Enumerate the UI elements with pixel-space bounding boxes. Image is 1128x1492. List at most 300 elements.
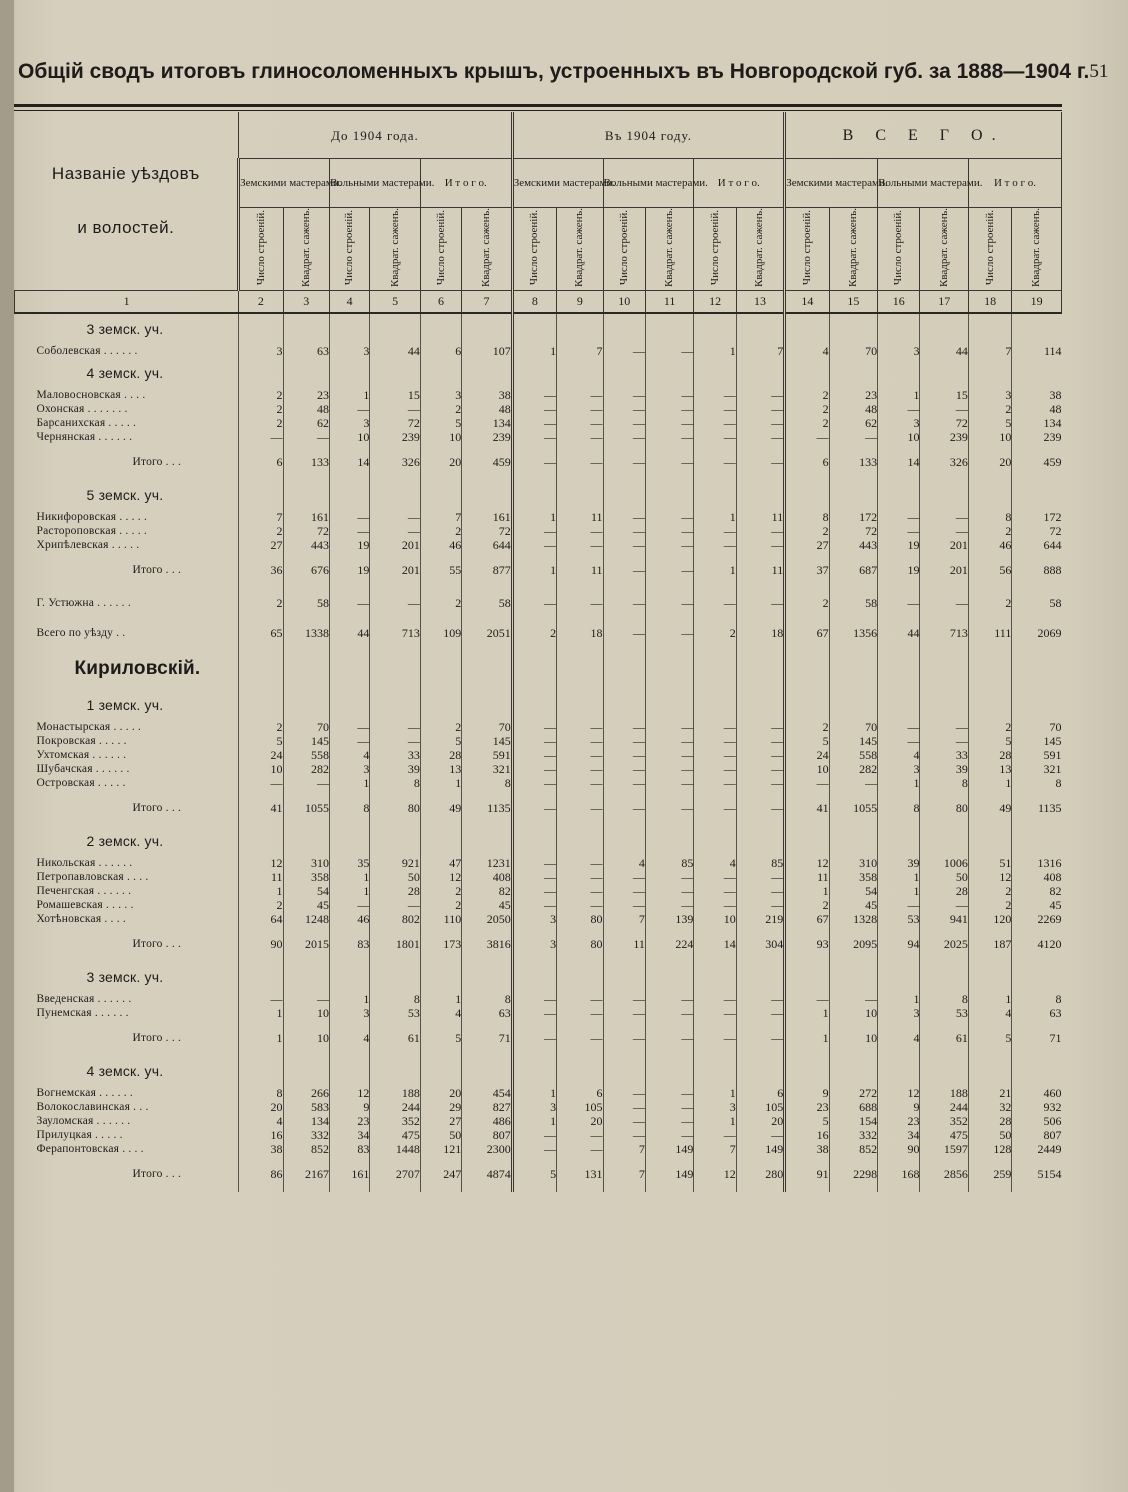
column-header bbox=[283, 208, 329, 291]
table-cell bbox=[283, 648, 329, 690]
row-label: 2 земск. уч. bbox=[86, 833, 164, 850]
table-cell bbox=[329, 480, 369, 510]
table-cell: — bbox=[603, 524, 645, 538]
table-cell: 4120 bbox=[1012, 926, 1062, 962]
table-cell bbox=[603, 358, 645, 388]
table-cell: 7 bbox=[694, 1142, 736, 1156]
table-cell bbox=[920, 313, 968, 344]
table-cell: 45 bbox=[283, 898, 329, 912]
table-cell bbox=[785, 313, 829, 344]
table-cell bbox=[370, 358, 420, 388]
table-cell: 11 bbox=[736, 552, 784, 588]
table-cell: 11 bbox=[557, 552, 603, 588]
table-cell: — bbox=[557, 992, 603, 1006]
table-cell: — bbox=[878, 510, 920, 524]
page-header bbox=[18, 50, 1109, 94]
table-cell: — bbox=[920, 524, 968, 538]
table-cell: — bbox=[736, 430, 784, 444]
table-cell: 1 bbox=[239, 1006, 283, 1020]
table-row bbox=[15, 430, 1062, 444]
table-cell: 2 bbox=[968, 588, 1011, 618]
table-cell: 28 bbox=[370, 884, 420, 898]
table-cell bbox=[329, 648, 369, 690]
column-header-text: Квадрат. саженъ. bbox=[663, 208, 676, 288]
column-header-text: Квадрат. саженъ. bbox=[479, 208, 492, 288]
table-cell: 53 bbox=[878, 912, 920, 926]
table-cell: 459 bbox=[462, 444, 512, 480]
table-cell: 161 bbox=[283, 510, 329, 524]
table-cell: 94 bbox=[878, 926, 920, 962]
table-cell: 807 bbox=[1012, 1128, 1062, 1142]
table-cell bbox=[370, 648, 420, 690]
table-cell: 12 bbox=[329, 1086, 369, 1100]
table-cell: 6 bbox=[736, 1086, 784, 1100]
table-cell bbox=[878, 690, 920, 720]
table-cell: 50 bbox=[420, 1128, 461, 1142]
table-cell bbox=[462, 690, 512, 720]
row-label: Хотѣновская . . . . bbox=[36, 913, 126, 926]
table-cell: 1 bbox=[329, 884, 369, 898]
table-cell bbox=[329, 358, 369, 388]
table-cell: 54 bbox=[829, 884, 877, 898]
table-cell: 45 bbox=[829, 898, 877, 912]
table-cell: 321 bbox=[1012, 762, 1062, 776]
page-number: 51 bbox=[1089, 61, 1109, 82]
table-cell: — bbox=[603, 444, 645, 480]
table-cell: — bbox=[878, 402, 920, 416]
table-cell: 5 bbox=[420, 734, 461, 748]
table-cell bbox=[1012, 648, 1062, 690]
table-cell: 53 bbox=[920, 1006, 968, 1020]
table-cell: 1448 bbox=[370, 1142, 420, 1156]
table-cell: — bbox=[603, 430, 645, 444]
table-row bbox=[15, 538, 1062, 552]
table-cell: — bbox=[329, 720, 369, 734]
table-cell: — bbox=[329, 734, 369, 748]
table-cell bbox=[283, 826, 329, 856]
table-cell: 3 bbox=[329, 1006, 369, 1020]
table-cell: — bbox=[694, 748, 736, 762]
table-cell: 105 bbox=[736, 1100, 784, 1114]
table-cell: — bbox=[736, 734, 784, 748]
table-cell bbox=[694, 313, 736, 344]
table-row bbox=[15, 762, 1062, 776]
table-cell bbox=[603, 313, 645, 344]
table-cell: 326 bbox=[370, 444, 420, 480]
row-label: Печенгская . . . . . . bbox=[36, 885, 132, 898]
table-cell: 1 bbox=[694, 344, 736, 358]
table-cell: 1 bbox=[878, 884, 920, 898]
table-cell: — bbox=[512, 444, 556, 480]
table-cell: 326 bbox=[920, 444, 968, 480]
table-cell: — bbox=[645, 884, 693, 898]
table-cell: 16 bbox=[785, 1128, 829, 1142]
table-cell: 5154 bbox=[1012, 1156, 1062, 1192]
table-cell: 1135 bbox=[1012, 790, 1062, 826]
table-cell: — bbox=[557, 776, 603, 790]
table-cell bbox=[462, 648, 512, 690]
table-cell: — bbox=[603, 538, 645, 552]
table-cell bbox=[557, 962, 603, 992]
table-cell: — bbox=[557, 430, 603, 444]
table-cell: 1135 bbox=[462, 790, 512, 826]
table-cell: 8 bbox=[462, 776, 512, 790]
table-cell: — bbox=[920, 402, 968, 416]
table-cell: 5 bbox=[785, 734, 829, 748]
table-cell: 201 bbox=[920, 552, 968, 588]
table-cell: 1 bbox=[694, 1114, 736, 1128]
table-cell: 454 bbox=[462, 1086, 512, 1100]
table-cell bbox=[920, 480, 968, 510]
table-row bbox=[15, 1086, 1062, 1100]
row-label: Итого . . . bbox=[132, 456, 182, 469]
table-cell: 8 bbox=[370, 992, 420, 1006]
table-cell: 4 bbox=[329, 1020, 369, 1056]
table-cell: 2025 bbox=[920, 926, 968, 962]
table-cell: 149 bbox=[645, 1142, 693, 1156]
table-cell: 1 bbox=[512, 510, 556, 524]
table-cell: 18 bbox=[736, 618, 784, 648]
column-header bbox=[920, 208, 968, 291]
table-cell: — bbox=[920, 588, 968, 618]
table-cell: — bbox=[329, 510, 369, 524]
table-cell: 244 bbox=[920, 1100, 968, 1114]
column-header-text: Число строеній. bbox=[892, 209, 905, 286]
table-cell bbox=[968, 826, 1011, 856]
table-cell: — bbox=[239, 776, 283, 790]
table-cell: — bbox=[603, 776, 645, 790]
table-cell: 111 bbox=[968, 618, 1011, 648]
table-cell: — bbox=[736, 776, 784, 790]
table-cell: — bbox=[694, 524, 736, 538]
table-cell: 50 bbox=[968, 1128, 1011, 1142]
table-cell: 8 bbox=[329, 790, 369, 826]
table-cell bbox=[329, 313, 369, 344]
table-cell: 2 bbox=[239, 588, 283, 618]
table-cell: 2 bbox=[512, 618, 556, 648]
name-header-line1: Названіе уѣздовъ bbox=[51, 164, 200, 183]
table-cell: 201 bbox=[920, 538, 968, 552]
table-cell: — bbox=[736, 748, 784, 762]
table-cell: 4 bbox=[968, 1006, 1011, 1020]
table-cell: 1055 bbox=[829, 790, 877, 826]
table-cell: — bbox=[645, 1100, 693, 1114]
table-cell: — bbox=[329, 588, 369, 618]
table-cell: 131 bbox=[557, 1156, 603, 1192]
table-cell: 72 bbox=[370, 416, 420, 430]
summary-row bbox=[15, 618, 1062, 648]
table-cell: 53 bbox=[370, 1006, 420, 1020]
table-cell: 2449 bbox=[1012, 1142, 1062, 1156]
subtotal-row bbox=[15, 444, 1062, 480]
table-cell bbox=[557, 358, 603, 388]
table-cell: 8 bbox=[920, 776, 968, 790]
table-cell: 3 bbox=[878, 344, 920, 358]
table-cell bbox=[329, 962, 369, 992]
table-cell: 36 bbox=[239, 552, 283, 588]
row-label: Прилуцкая . . . . . bbox=[36, 1129, 123, 1142]
table-row bbox=[15, 748, 1062, 762]
table-cell: 28 bbox=[920, 884, 968, 898]
column-number: 14 bbox=[785, 291, 829, 314]
table-cell: — bbox=[557, 1142, 603, 1156]
table-cell: 5 bbox=[968, 1020, 1011, 1056]
table-row bbox=[15, 510, 1062, 524]
table-cell: 827 bbox=[462, 1100, 512, 1114]
table-cell: — bbox=[736, 898, 784, 912]
row-label: Охонская . . . . . . . bbox=[36, 403, 128, 416]
table-cell: — bbox=[512, 884, 556, 898]
table-cell: 38 bbox=[462, 388, 512, 402]
table-cell: 62 bbox=[829, 416, 877, 430]
table-cell: — bbox=[736, 1006, 784, 1020]
table-cell: 460 bbox=[1012, 1086, 1062, 1100]
table-cell: 38 bbox=[1012, 388, 1062, 402]
table-cell: — bbox=[694, 588, 736, 618]
table-cell bbox=[603, 648, 645, 690]
table-cell bbox=[920, 962, 968, 992]
table-cell: 80 bbox=[557, 912, 603, 926]
table-cell: 1338 bbox=[283, 618, 329, 648]
table-cell bbox=[239, 313, 283, 344]
table-cell: 70 bbox=[829, 344, 877, 358]
table-cell: 2 bbox=[239, 898, 283, 912]
table-cell: 28 bbox=[420, 748, 461, 762]
table-cell: 310 bbox=[283, 856, 329, 870]
table-cell: — bbox=[920, 720, 968, 734]
column-header bbox=[736, 208, 784, 291]
table-cell: — bbox=[736, 416, 784, 430]
table-cell: 20 bbox=[968, 444, 1011, 480]
table-cell: 47 bbox=[420, 856, 461, 870]
table-cell: 475 bbox=[920, 1128, 968, 1142]
table-cell: 13 bbox=[420, 762, 461, 776]
table-cell: 4874 bbox=[462, 1156, 512, 1192]
table-cell: 20 bbox=[239, 1100, 283, 1114]
subgroup-header: И т о г о. bbox=[968, 159, 1061, 208]
table-cell: 591 bbox=[462, 748, 512, 762]
table-cell: — bbox=[603, 870, 645, 884]
table-cell: 27 bbox=[239, 538, 283, 552]
table-cell: 2 bbox=[785, 720, 829, 734]
table-cell: 1 bbox=[329, 992, 369, 1006]
row-label: Растороповская . . . . . bbox=[36, 525, 147, 538]
table-cell: 16 bbox=[239, 1128, 283, 1142]
table-cell: 10 bbox=[829, 1006, 877, 1020]
table-cell: 44 bbox=[920, 344, 968, 358]
table-cell: — bbox=[512, 588, 556, 618]
subgroup-header: Земскими мастерами. bbox=[239, 159, 330, 208]
subtotal-row bbox=[15, 790, 1062, 826]
table-cell: 45 bbox=[462, 898, 512, 912]
table-row bbox=[15, 884, 1062, 898]
table-cell: 7 bbox=[603, 1156, 645, 1192]
table-cell: 63 bbox=[1012, 1006, 1062, 1020]
table-cell: — bbox=[645, 776, 693, 790]
table-cell: 1006 bbox=[920, 856, 968, 870]
table-cell: 80 bbox=[370, 790, 420, 826]
row-label: 4 земск. уч. bbox=[86, 1063, 164, 1080]
table-cell: 2 bbox=[785, 898, 829, 912]
table-cell: — bbox=[736, 1020, 784, 1056]
table-cell: 3 bbox=[878, 1006, 920, 1020]
table-cell: 12 bbox=[878, 1086, 920, 1100]
table-cell: 244 bbox=[370, 1100, 420, 1114]
table-cell: 1 bbox=[694, 1086, 736, 1100]
section-heading-row bbox=[15, 690, 1062, 720]
table-cell: 2 bbox=[968, 898, 1011, 912]
table-cell: 558 bbox=[283, 748, 329, 762]
table-cell: — bbox=[239, 992, 283, 1006]
table-cell: — bbox=[694, 1020, 736, 1056]
column-header-text: Квадрат. саженъ. bbox=[1030, 208, 1043, 288]
table-cell: — bbox=[329, 898, 369, 912]
table-cell bbox=[420, 480, 461, 510]
table-cell: 2 bbox=[420, 524, 461, 538]
table-cell: 358 bbox=[829, 870, 877, 884]
table-cell: 121 bbox=[420, 1142, 461, 1156]
table-cell: — bbox=[645, 1006, 693, 1020]
table-cell: 1 bbox=[694, 552, 736, 588]
table-cell bbox=[829, 690, 877, 720]
table-cell bbox=[785, 648, 829, 690]
table-cell: 134 bbox=[462, 416, 512, 430]
table-body bbox=[15, 313, 1062, 1192]
table-cell: 23 bbox=[878, 1114, 920, 1128]
table-cell: 23 bbox=[785, 1100, 829, 1114]
section-heading-row bbox=[15, 358, 1062, 388]
table-cell: — bbox=[603, 1020, 645, 1056]
table-cell: — bbox=[603, 790, 645, 826]
table-cell: — bbox=[603, 552, 645, 588]
table-cell: 4 bbox=[329, 748, 369, 762]
table-cell: — bbox=[829, 992, 877, 1006]
table-cell: — bbox=[557, 1128, 603, 1142]
column-header-text: Квадрат. саженъ. bbox=[846, 208, 859, 288]
table-cell: 107 bbox=[462, 344, 512, 358]
table-cell: 1316 bbox=[1012, 856, 1062, 870]
table-cell: — bbox=[645, 388, 693, 402]
table-cell: 7 bbox=[968, 344, 1011, 358]
table-cell: 44 bbox=[329, 618, 369, 648]
table-cell: 29 bbox=[420, 1100, 461, 1114]
table-cell bbox=[736, 1056, 784, 1086]
table-cell: — bbox=[512, 524, 556, 538]
column-header-text: Квадрат. саженъ. bbox=[388, 208, 401, 288]
table-cell: 408 bbox=[1012, 870, 1062, 884]
table-cell: 48 bbox=[829, 402, 877, 416]
column-number: 12 bbox=[694, 291, 736, 314]
table-cell bbox=[1012, 962, 1062, 992]
table-cell: — bbox=[736, 444, 784, 480]
row-label: Ухтомская . . . . . . bbox=[36, 749, 127, 762]
table-cell: — bbox=[694, 898, 736, 912]
table-cell: 168 bbox=[878, 1156, 920, 1192]
table-cell: — bbox=[694, 388, 736, 402]
table-cell: 2269 bbox=[1012, 912, 1062, 926]
table-cell bbox=[239, 1056, 283, 1086]
table-cell: 9 bbox=[878, 1100, 920, 1114]
table-cell: — bbox=[603, 588, 645, 618]
table-cell: — bbox=[512, 538, 556, 552]
table-cell: — bbox=[694, 762, 736, 776]
table-cell: — bbox=[603, 1128, 645, 1142]
table-cell: — bbox=[329, 402, 369, 416]
table-cell: 239 bbox=[370, 430, 420, 444]
table-cell bbox=[645, 313, 693, 344]
table-cell: — bbox=[557, 884, 603, 898]
table-cell: — bbox=[557, 1020, 603, 1056]
table-cell: — bbox=[512, 1020, 556, 1056]
table-cell bbox=[645, 648, 693, 690]
table-cell: 50 bbox=[920, 870, 968, 884]
table-cell: 11 bbox=[603, 926, 645, 962]
table-cell: 201 bbox=[370, 538, 420, 552]
table-cell: 8 bbox=[968, 510, 1011, 524]
table-cell: 9 bbox=[329, 1100, 369, 1114]
table-cell: 70 bbox=[462, 720, 512, 734]
table-cell bbox=[512, 480, 556, 510]
table-cell: 2069 bbox=[1012, 618, 1062, 648]
table-cell: 70 bbox=[283, 720, 329, 734]
table-cell bbox=[645, 826, 693, 856]
table-cell: 2 bbox=[785, 416, 829, 430]
row-label: Итого . . . bbox=[132, 1168, 182, 1181]
table-cell bbox=[829, 358, 877, 388]
table-cell: 149 bbox=[645, 1156, 693, 1192]
name-column-header bbox=[15, 112, 239, 291]
row-label: 5 земск. уч. bbox=[86, 487, 164, 504]
column-header-text: Квадрат. саженъ. bbox=[573, 208, 586, 288]
table-cell: — bbox=[557, 538, 603, 552]
table-cell: 8 bbox=[785, 510, 829, 524]
table-cell: — bbox=[512, 402, 556, 416]
table-cell bbox=[694, 1056, 736, 1086]
table-cell: — bbox=[736, 762, 784, 776]
table-cell: — bbox=[512, 1142, 556, 1156]
table-cell bbox=[736, 648, 784, 690]
table-cell: 7 bbox=[420, 510, 461, 524]
table-cell: 20 bbox=[557, 1114, 603, 1128]
subgroup-header: Земскими мастерами. bbox=[785, 159, 878, 208]
column-header bbox=[878, 208, 920, 291]
table-cell: 10 bbox=[878, 430, 920, 444]
table-cell: 8 bbox=[920, 992, 968, 1006]
table-cell: 3816 bbox=[462, 926, 512, 962]
table-cell: — bbox=[603, 344, 645, 358]
column-number: 7 bbox=[462, 291, 512, 314]
table-cell: 145 bbox=[1012, 734, 1062, 748]
table-cell: 10 bbox=[329, 430, 369, 444]
table-cell: 110 bbox=[420, 912, 461, 926]
table-cell: 48 bbox=[283, 402, 329, 416]
table-cell bbox=[736, 690, 784, 720]
table-cell: — bbox=[512, 416, 556, 430]
table-cell: 1 bbox=[694, 510, 736, 524]
table-cell: 8 bbox=[462, 992, 512, 1006]
table-row bbox=[15, 734, 1062, 748]
column-number: 18 bbox=[968, 291, 1011, 314]
table-cell: 49 bbox=[420, 790, 461, 826]
table-cell: 2 bbox=[968, 720, 1011, 734]
table-cell: — bbox=[557, 762, 603, 776]
table-cell: 3 bbox=[694, 1100, 736, 1114]
subgroup-header: Вольными мастерами. bbox=[603, 159, 694, 208]
table-cell: — bbox=[603, 1006, 645, 1020]
table-cell: 61 bbox=[920, 1020, 968, 1056]
row-label: Всего по уѣзду . . bbox=[36, 627, 126, 640]
table-cell: 2 bbox=[420, 588, 461, 618]
